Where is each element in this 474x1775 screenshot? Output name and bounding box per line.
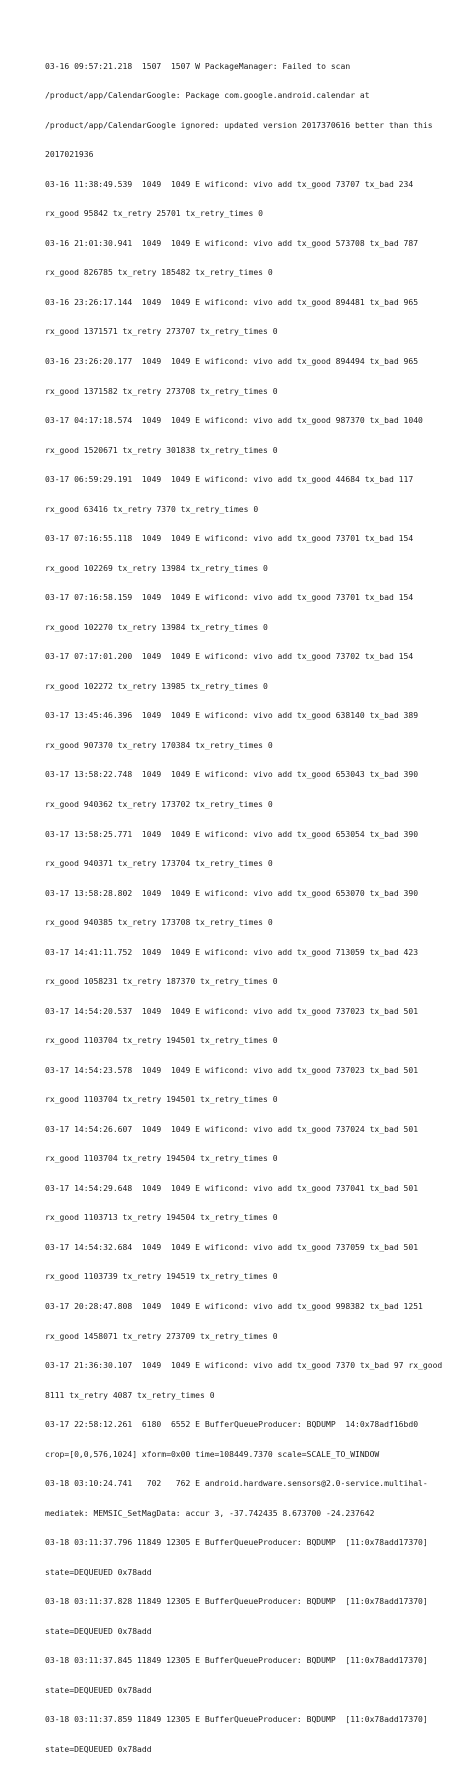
log-line: state=DEQUEUED 0x78add	[45, 1744, 152, 1754]
log-line: rx_good 1103739 tx_retry 194519 tx_retry_times 0	[45, 1272, 278, 1282]
log-line: rx_good 95842 tx_retry 25701 tx_retry_times 0	[45, 209, 264, 219]
log-line: rx_good 1058231 tx_retry 187370 tx_retry_times 0	[45, 977, 278, 987]
log-line: /product/app/CalendarGoogle ignored: updated version 2017370616 better than this	[45, 120, 433, 130]
log-line: 03-16 11:38:49.539 1049 1049 E wificond: vivo add tx_good 73707 tx_bad 234	[45, 179, 414, 189]
log-line: 03-18 03:10:24.741 702 762 E android.hardware.sensors@2.0-service.multihal-	[45, 1479, 428, 1489]
log-line: 03-17 14:54:26.607 1049 1049 E wificond: vivo add tx_good 737024 tx_bad 501	[45, 1124, 419, 1134]
log-text-block	[45, 42, 465, 1775]
log-line: rx_good 102272 tx_retry 13985 tx_retry_times 0	[45, 681, 268, 691]
log-line: 03-16 09:57:21.218 1507 1507 W PackageManager: Failed to scan	[45, 61, 351, 71]
log-line: state=DEQUEUED 0x78add	[45, 1685, 152, 1695]
log-line: rx_good 907370 tx_retry 170384 tx_retry_times 0	[45, 740, 273, 750]
log-line: 03-17 07:16:55.118 1049 1049 E wificond: vivo add tx_good 73701 tx_bad 154	[45, 534, 414, 544]
log-line: 8111 tx_retry 4087 tx_retry_times 0	[45, 1390, 215, 1400]
log-line: 03-17 07:17:01.200 1049 1049 E wificond: vivo add tx_good 73702 tx_bad 154	[45, 652, 414, 662]
log-line: 03-17 13:58:28.802 1049 1049 E wificond: vivo add tx_good 653070 tx_bad 390	[45, 888, 419, 898]
log-line: rx_good 940371 tx_retry 173704 tx_retry_times 0	[45, 859, 273, 869]
log-line: rx_good 63416 tx_retry 7370 tx_retry_times 0	[45, 504, 259, 514]
log-line: rx_good 940385 tx_retry 173708 tx_retry_times 0	[45, 918, 273, 928]
log-line: rx_good 102269 tx_retry 13984 tx_retry_times 0	[45, 563, 268, 573]
log-line: rx_good 1103704 tx_retry 194504 tx_retry_times 0	[45, 1154, 278, 1164]
log-line: rx_good 102270 tx_retry 13984 tx_retry_times 0	[45, 622, 268, 632]
log-line: crop=[0,0,576,1024] xform=0x00 time=108449.7370 scale=SCALE_TO_WINDOW	[45, 1449, 380, 1459]
log-line: rx_good 1103704 tx_retry 194501 tx_retry_times 0	[45, 1036, 278, 1046]
log-line: state=DEQUEUED 0x78add	[45, 1567, 152, 1577]
log-line: rx_good 1103704 tx_retry 194501 tx_retry_times 0	[45, 1095, 278, 1105]
log-line: 03-17 14:54:23.578 1049 1049 E wificond: vivo add tx_good 737023 tx_bad 501	[45, 1065, 419, 1075]
log-line: 03-17 22:58:12.261 6180 6552 E BufferQueueProducer: BQDUMP 14:0x78adf16bd0	[45, 1420, 419, 1430]
log-line: 03-16 23:26:20.177 1049 1049 E wificond: vivo add tx_good 894494 tx_bad 965	[45, 357, 419, 366]
log-line: 03-17 20:28:47.808 1049 1049 E wificond: vivo add tx_good 998382 tx_bad 1251	[45, 1302, 423, 1311]
log-line: rx_good 1371582 tx_retry 273708 tx_retry_times 0	[45, 386, 278, 396]
log-line: 03-17 13:58:25.771 1049 1049 E wificond: vivo add tx_good 653054 tx_bad 390	[45, 829, 419, 839]
log-line: rx_good 1520671 tx_retry 301838 tx_retry_times 0	[45, 445, 278, 455]
log-line: 03-17 14:54:29.648 1049 1049 E wificond: vivo add tx_good 737041 tx_bad 501	[45, 1183, 419, 1193]
log-line: state=DEQUEUED 0x78add	[45, 1626, 152, 1636]
log-line: 03-18 03:11:37.796 11849 12305 E BufferQueueProducer: BQDUMP [11:0x78add17370]	[45, 1538, 428, 1548]
log-line: 03-17 21:36:30.107 1049 1049 E wificond: vivo add tx_good 7370 tx_bad 97 rx_good	[45, 1361, 443, 1371]
log-line: mediatek: MEMSIC_SetMagData: accur 3, -37.742435 8.673700 -24.237642	[45, 1508, 375, 1518]
log-line: 03-18 03:11:37.828 11849 12305 E BufferQueueProducer: BQDUMP [11:0x78add17370]	[45, 1597, 428, 1607]
log-line: 03-18 03:11:37.859 11849 12305 E BufferQueueProducer: BQDUMP [11:0x78add17370]	[45, 1715, 428, 1725]
log-line: 03-17 14:41:11.752 1049 1049 E wificond: vivo add tx_good 713059 tx_bad 423	[45, 947, 419, 957]
log-line: 03-17 13:58:22.748 1049 1049 E wificond: vivo add tx_good 653043 tx_bad 390	[45, 770, 419, 780]
log-line: 03-17 14:54:20.537 1049 1049 E wificond: vivo add tx_good 737023 tx_bad 501	[45, 1006, 419, 1016]
log-line: 03-17 06:59:29.191 1049 1049 E wificond: vivo add tx_good 44684 tx_bad 117	[45, 475, 414, 485]
log-line: 2017021936	[45, 150, 94, 160]
log-line: /product/app/CalendarGoogle: Package com.google.android.calendar at	[45, 91, 370, 101]
log-line: rx_good 1458071 tx_retry 273709 tx_retry_times 0	[45, 1331, 278, 1341]
log-line: 03-16 21:01:30.941 1049 1049 E wificond: vivo add tx_good 573708 tx_bad 787	[45, 238, 419, 248]
log-line: rx_good 826785 tx_retry 185482 tx_retry_times 0	[45, 268, 273, 278]
log-line: 03-17 13:45:46.396 1049 1049 E wificond: vivo add tx_good 638140 tx_bad 389	[45, 711, 419, 721]
log-line: rx_good 940362 tx_retry 173702 tx_retry_times 0	[45, 799, 273, 809]
log-line: 03-18 03:11:37.845 11849 12305 E BufferQueueProducer: BQDUMP [11:0x78add17370]	[45, 1656, 428, 1666]
log-line: 03-17 04:17:18.574 1049 1049 E wificond: vivo add tx_good 987370 tx_bad 1040	[45, 416, 423, 426]
log-line: 03-16 23:26:17.144 1049 1049 E wificond: vivo add tx_good 894481 tx_bad 965	[45, 297, 419, 307]
log-line: 03-17 14:54:32.684 1049 1049 E wificond: vivo add tx_good 737059 tx_bad 501	[45, 1242, 419, 1252]
log-line: rx_good 1103713 tx_retry 194504 tx_retry_times 0	[45, 1213, 278, 1223]
log-line: 03-17 07:16:58.159 1049 1049 E wificond: vivo add tx_good 73701 tx_bad 154	[45, 593, 414, 603]
log-line: rx_good 1371571 tx_retry 273707 tx_retry_times 0	[45, 327, 278, 337]
